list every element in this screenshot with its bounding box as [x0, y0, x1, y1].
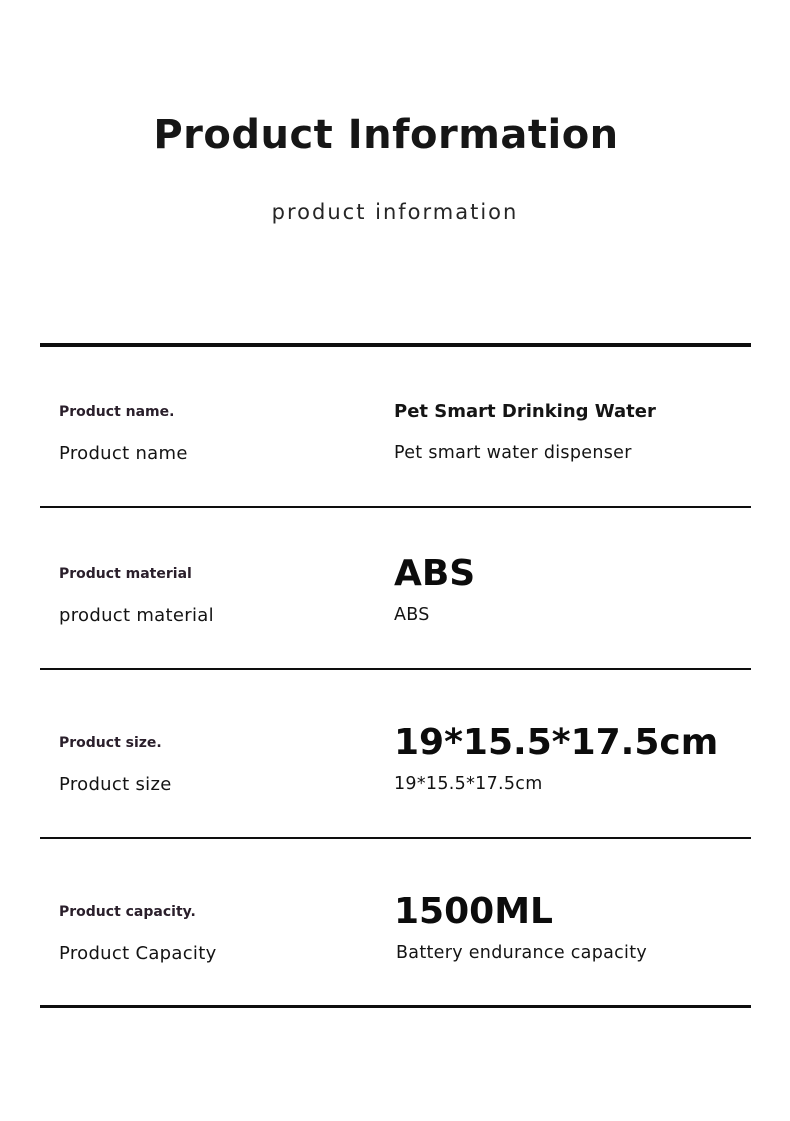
- table-bottom-rule: [40, 1005, 751, 1008]
- row-value: Battery endurance capacity: [396, 943, 648, 963]
- row-value-heading: 1500ML: [394, 891, 553, 932]
- row-value-heading: 19*15.5*17.5cm: [394, 722, 719, 763]
- row-divider: [40, 506, 751, 508]
- row-label: product material: [59, 605, 214, 626]
- row-value-heading: ABS: [394, 553, 476, 594]
- row-label: Product Capacity: [59, 943, 217, 964]
- row-divider: [40, 668, 751, 670]
- row-label: Product name: [59, 443, 188, 464]
- page-subtitle: product information: [271, 200, 519, 224]
- row-label-small: Product name.: [59, 404, 175, 420]
- row-value: Pet smart water dispenser: [394, 443, 632, 463]
- row-label-small: Product capacity.: [59, 904, 196, 920]
- table-top-rule: [40, 343, 751, 347]
- row-value: 19*15.5*17.5cm: [394, 774, 543, 794]
- row-label-small: Product size.: [59, 735, 162, 751]
- page-title: Product Information: [153, 112, 619, 158]
- row-divider: [40, 837, 751, 839]
- row-value-heading: Pet Smart Drinking Water: [394, 401, 656, 422]
- row-label: Product size: [59, 774, 172, 795]
- row-label-small: Product material: [59, 566, 192, 582]
- row-value: ABS: [394, 605, 430, 625]
